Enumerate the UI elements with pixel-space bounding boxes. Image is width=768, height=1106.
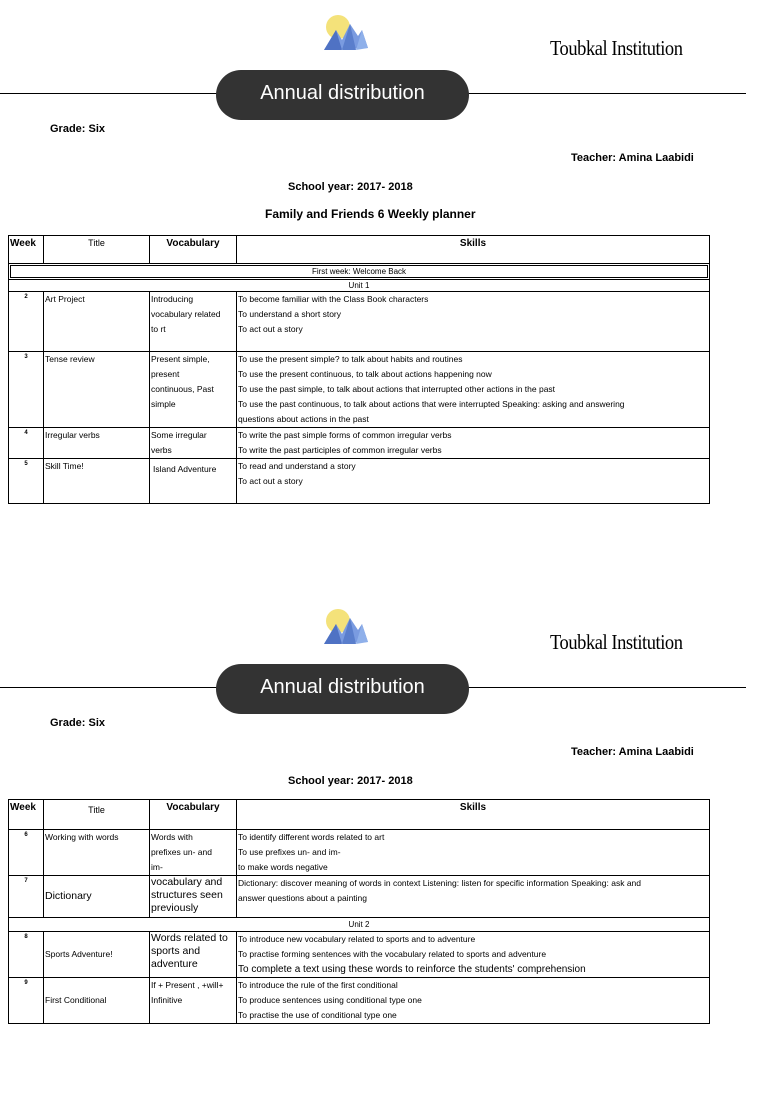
sun-mountain-logo-icon xyxy=(322,14,370,52)
header-title: Title xyxy=(44,800,150,830)
unit-label: Unit 2 xyxy=(9,918,710,932)
school-year-label: School year: 2017- 2018 xyxy=(288,775,413,787)
row-skills: To become familiar with the Class Book characters To understand a short story To act out a story xyxy=(237,292,710,352)
header-title: Title xyxy=(44,236,150,264)
page-title: Annual distribution xyxy=(216,70,469,120)
first-week-label: First week: Welcome Back xyxy=(10,265,708,278)
planner-title: Family and Friends 6 Weekly planner xyxy=(265,207,476,221)
header-week: Week xyxy=(9,236,44,264)
week-number: 9 xyxy=(9,978,44,1024)
page-1 xyxy=(0,0,768,512)
row-vocabulary: If + Present , +will+ Infinitive xyxy=(150,978,237,1024)
row-vocabulary: Present simple, present continuous, Past simple xyxy=(150,352,237,428)
table-row xyxy=(9,932,710,978)
page-title: Annual distribution xyxy=(216,664,469,714)
table-row xyxy=(9,876,710,918)
first-week-row xyxy=(9,264,710,280)
row-skills: To introduce the rule of the first conditional To produce sentences using conditional type one To practise the use of conditional type one xyxy=(237,978,710,1024)
week-number: 3 xyxy=(9,352,44,428)
week-number: 2 xyxy=(9,292,44,352)
sun-mountain-logo-icon xyxy=(322,608,370,646)
planner-table xyxy=(8,799,710,1024)
institution-name: Toubkal Institution xyxy=(550,36,683,60)
header-vocabulary: Vocabulary xyxy=(150,236,237,264)
week-number: 7 xyxy=(9,876,44,918)
row-vocabulary: vocabulary and structures seen previously xyxy=(150,876,237,918)
table-header-row xyxy=(9,236,710,264)
row-skills: To write the past simple forms of common irregular verbs To write the past participles of common irregular verbs xyxy=(237,428,710,459)
page-2 xyxy=(0,594,768,1106)
table-row xyxy=(9,292,710,352)
header-skills: Skills xyxy=(237,236,710,264)
row-title: Working with words xyxy=(44,830,150,876)
row-vocabulary: Island Adventure xyxy=(150,459,237,504)
institution-name: Toubkal Institution xyxy=(550,630,683,654)
row-vocabulary: Words related to sports and adventure xyxy=(150,932,237,978)
table-row xyxy=(9,459,710,504)
table-row xyxy=(9,830,710,876)
unit-label: Unit 1 xyxy=(9,280,710,292)
week-number: 4 xyxy=(9,428,44,459)
row-title: Dictionary xyxy=(44,876,150,918)
grade-label: Grade: Six xyxy=(50,717,106,729)
row-title: Sports Adventure! xyxy=(44,932,150,978)
unit-row xyxy=(9,918,710,932)
row-skills: To use the present simple? to talk about habits and routines To use the present continuous, to talk about actions happening now To use the past simple, to talk about actions that interrupted other actions in the past To use the past continuous, to talk about actions that were interrupted Speaking: asking and answering questions about actions in the past xyxy=(237,352,710,428)
row-skills: Dictionary: discover meaning of words in context Listening: listen for specific information Speaking: ask and answer questions about a painting xyxy=(237,876,710,918)
header-week: Week xyxy=(9,800,44,830)
teacher-label: Teacher: Amina Laabidi xyxy=(571,152,694,164)
row-title: Irregular verbs xyxy=(44,428,150,459)
row-title: Tense review xyxy=(44,352,150,428)
row-skills: To introduce new vocabulary related to sports and to adventure To practise forming sentences with the vocabulary related to sports and adventure To complete a text using these words to reinforce the students' comprehension xyxy=(237,932,710,978)
row-vocabulary: Introducing vocabulary related to rt xyxy=(150,292,237,352)
table-row xyxy=(9,428,710,459)
unit-row xyxy=(9,280,710,292)
row-title: Art Project xyxy=(44,292,150,352)
row-skills: To read and understand a story To act out a story xyxy=(237,459,710,504)
table-header-row xyxy=(9,800,710,830)
table-row xyxy=(9,352,710,428)
header-skills: Skills xyxy=(237,800,710,830)
row-vocabulary: Some irregular verbs xyxy=(150,428,237,459)
school-year-label: School year: 2017- 2018 xyxy=(288,181,413,193)
row-vocabulary: Words with prefixes un- and im- xyxy=(150,830,237,876)
grade-label: Grade: Six xyxy=(50,123,106,135)
planner-table xyxy=(8,235,710,504)
header-vocabulary: Vocabulary xyxy=(150,800,237,830)
row-skills: To identify different words related to art To use prefixes un- and im- to make words negative xyxy=(237,830,710,876)
week-number: 8 xyxy=(9,932,44,978)
week-number: 6 xyxy=(9,830,44,876)
teacher-label: Teacher: Amina Laabidi xyxy=(571,746,694,758)
week-number: 5 xyxy=(9,459,44,504)
table-row xyxy=(9,978,710,1024)
row-title: Skill Time! xyxy=(44,459,150,504)
row-title: First Conditional xyxy=(44,978,150,1024)
